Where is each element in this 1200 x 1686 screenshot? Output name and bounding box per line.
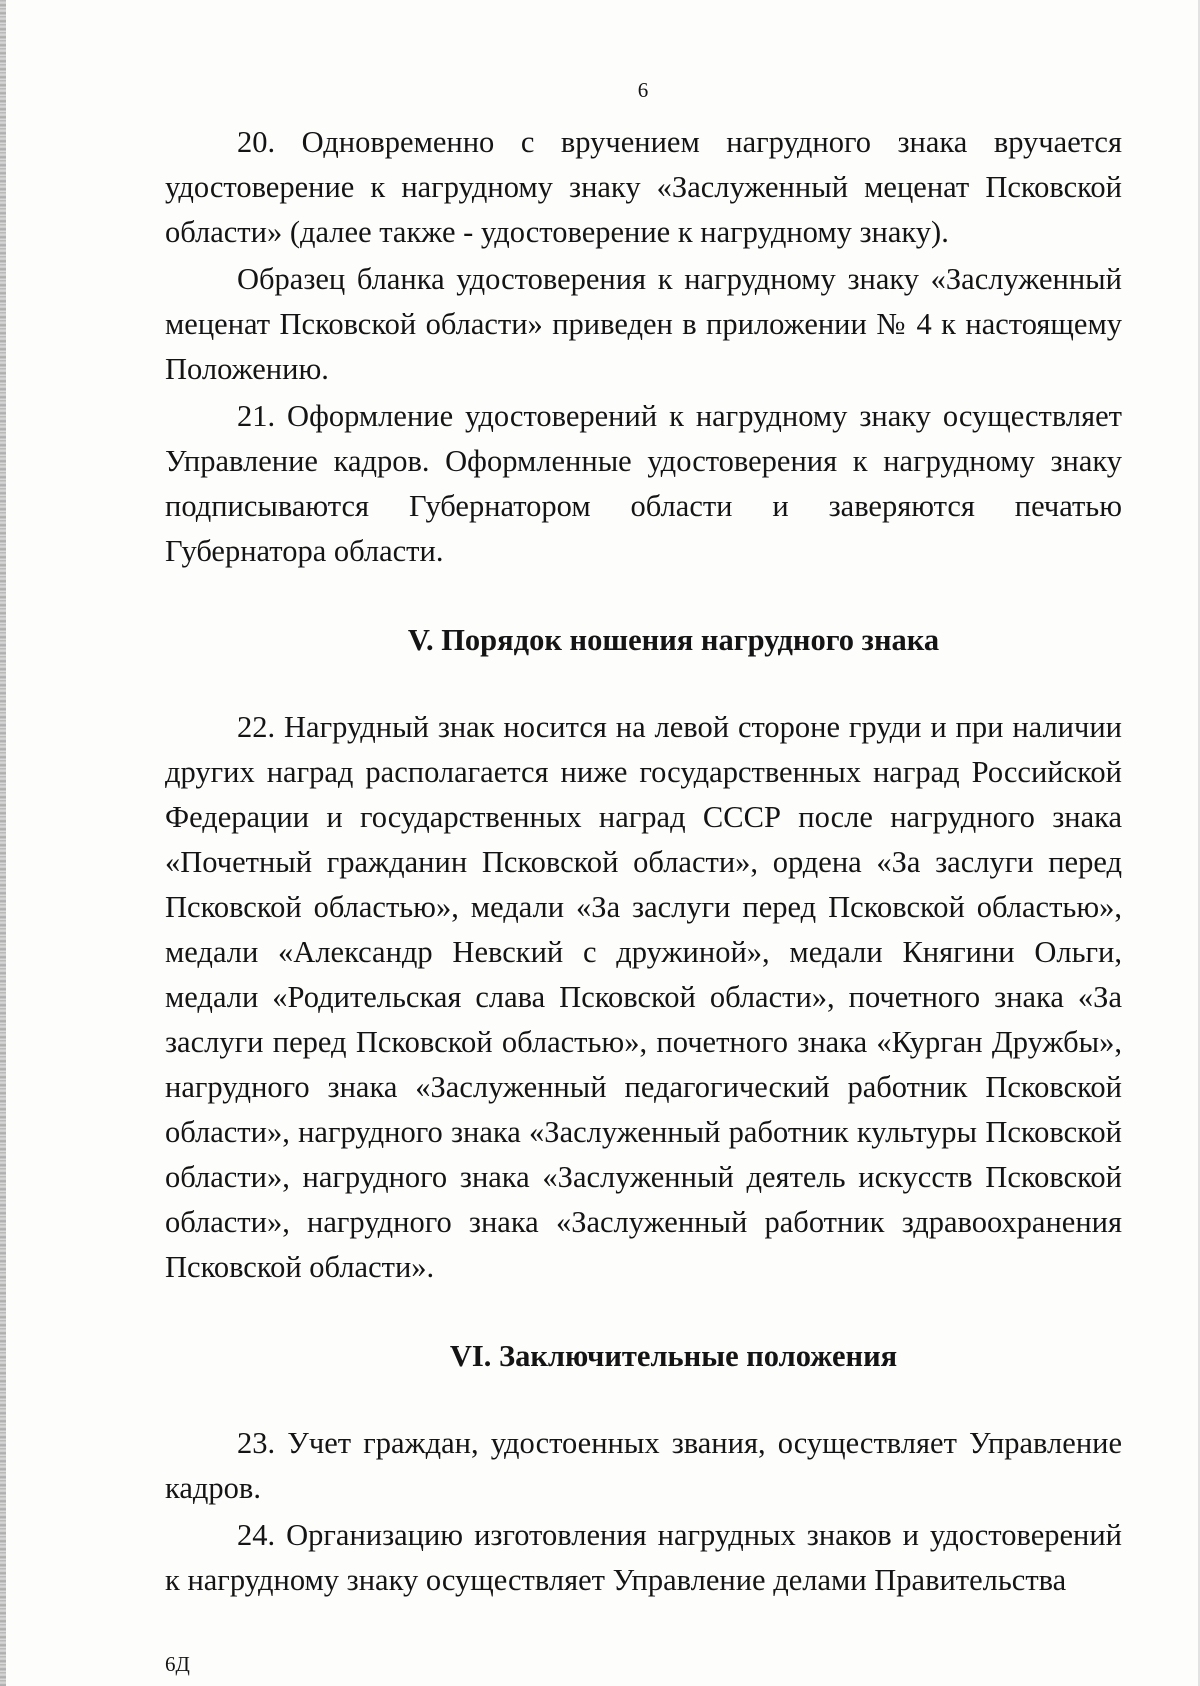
section-5-heading: V. Порядок ношения нагрудного знака xyxy=(407,623,940,657)
paragraph-21: 21. Оформление удостоверений к нагрудному знаку осуществляет Управление кадров. Оформленные удостоверения к нагрудному знаку подписываются Губернатором области и заверяются печатью Губернатора области. xyxy=(165,399,1122,568)
section-6-heading: VI. Заключительные положения xyxy=(449,1339,898,1373)
document-body xyxy=(165,120,1122,1605)
page-number: 6 xyxy=(637,78,649,102)
paragraph-22: 22. Нагрудный знак носится на левой стороне груди и при наличии других наград располагается ниже государственных наград Российской Федерации и государственных наград СССР после нагрудного знака «Почетный гражданин Псковской области», ордена «За заслуги перед Псковской областью», медали «За заслуги перед Псковской областью», медали «Александр Невский с дружиной», медали Княгини Ольги, медали «Родительская слава Псковской области», почетного знака «За заслуги перед Псковской областью», почетного знака «Курган Дружбы», нагрудного знака «Заслуженный педагогический работник Псковской области», нагрудного знака «Заслуженный работник культуры Псковской области», нагрудного знака «Заслуженный деятель искусств Псковской области», нагрудного знака «Заслуженный работник здравоохранения Псковской области». xyxy=(165,710,1122,1284)
scan-left-edge xyxy=(0,0,6,1686)
paragraph-20: 20. Одновременно с вручением нагрудного знака вручается удостоверение к нагрудному знаку «Заслуженный меценат Псковской области» (далее также - удостоверение к нагрудному знаку). xyxy=(165,125,1122,249)
footer-document-code: 6Д xyxy=(165,1652,190,1676)
paragraph-23: 23. Учет граждан, удостоенных звания, осуществляет Управление кадров. xyxy=(165,1426,1122,1505)
paragraph-24: 24. Организацию изготовления нагрудных знаков и удостоверений к нагрудному знаку осуществляет Управление делами Правительства xyxy=(165,1518,1122,1597)
paragraph-20-sample: Образец бланка удостоверения к нагрудному знаку «Заслуженный меценат Псковской области» приведен в приложении № 4 к настоящему Положению. xyxy=(165,262,1122,386)
